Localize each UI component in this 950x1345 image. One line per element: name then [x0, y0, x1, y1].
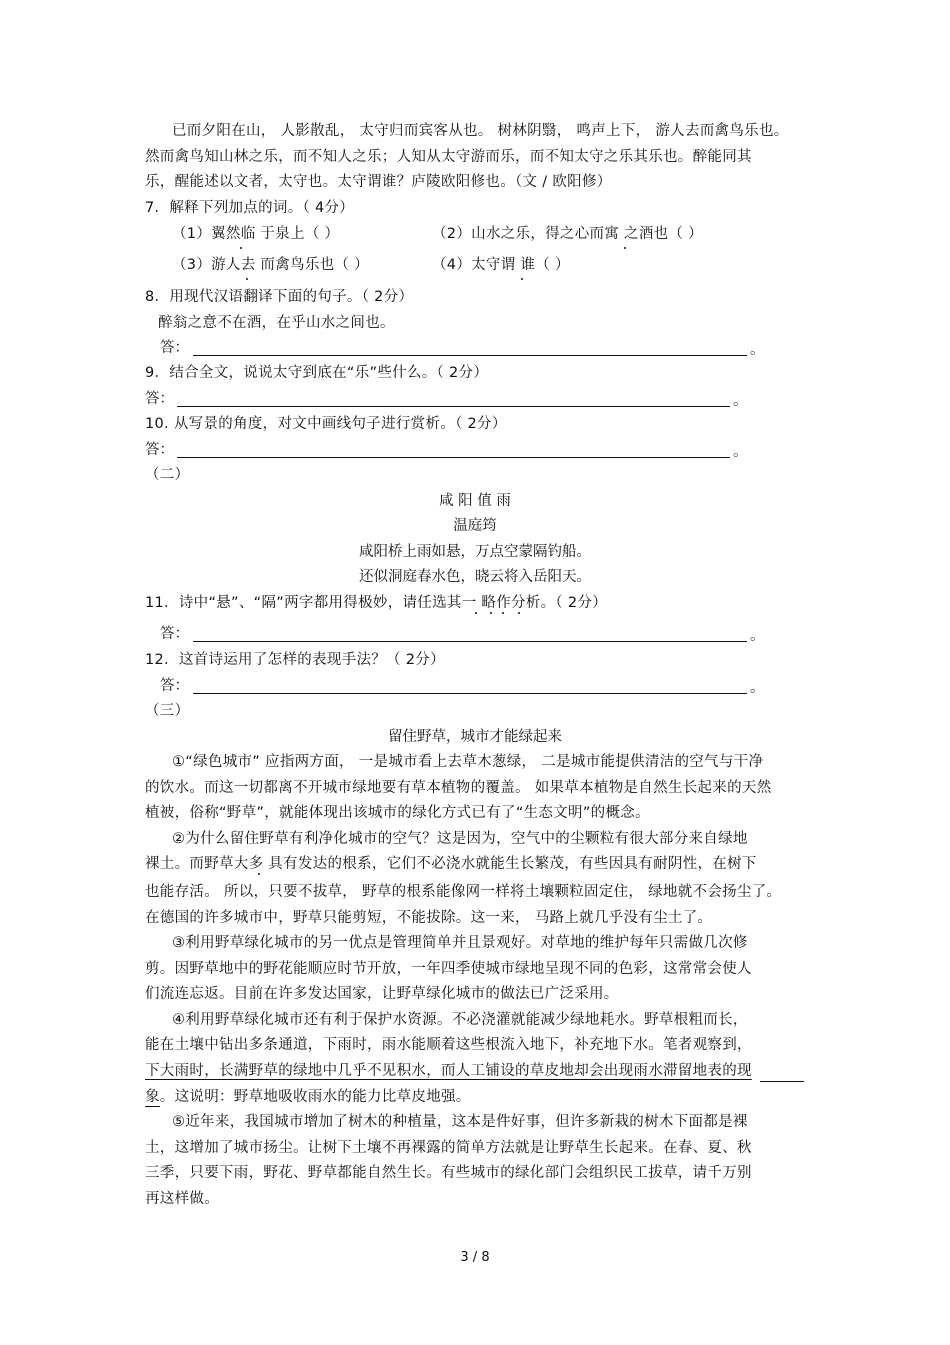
- poem-author: 温庭筠: [453, 518, 497, 534]
- q12-stem: 12．这首诗运用了怎样的表现手法？（ 2分）: [145, 652, 445, 668]
- emphasis-dot: [624, 247, 626, 249]
- q11-answer-label: 答：: [160, 626, 189, 642]
- q7-item-3: （3）游人去 而禽鸟乐也（ ）: [172, 257, 369, 273]
- poem-title: 咸 阳 值 雨: [439, 493, 511, 509]
- q10-answer-end: 。: [733, 444, 748, 460]
- emphasis-dot: [246, 278, 248, 280]
- q9-answer-label: 答：: [145, 391, 174, 407]
- q11-answer-end: 。: [750, 628, 765, 644]
- emphasis-dot: [475, 612, 477, 614]
- q8-stem: 8．用现代汉语翻译下面的句子。（ 2分）: [145, 289, 414, 305]
- q7-item-1: （1）翼然临 于泉上（ ）: [172, 226, 340, 242]
- emphasis-dot: [521, 278, 523, 280]
- emphasis-dot: [258, 873, 260, 875]
- underlined-sentence: 下大雨时，长满野草的绿地中几乎不见积水，而人工铺设的草皮地却会出现雨水滞留地表的现: [145, 1063, 752, 1079]
- article-line: 剪。因野草地中的野花能顺应时节开放，一年四季使城市绿地呈现不同的色彩，这常常会使人: [145, 961, 752, 977]
- article-line: 植被，俗称“野草”，就能体现出该城市的绿化方式已有了“生态文明”的概念。: [145, 805, 650, 821]
- q8-answer-end: 。: [750, 342, 765, 358]
- article-line: ③利用野草绿化城市的另一优点是管理简单并且景观好。对草地的维护每年只需做几次修: [172, 935, 748, 951]
- poem-line-2: 还似洞庭春水色，晓云将入岳阳天。: [359, 569, 591, 585]
- article-line: 在德国的许多城市中，野草只能剪短，不能拔除。这一来， 马路上就几乎没有尘土了。: [145, 910, 713, 926]
- q8-sentence: 醉翁之意不在酒，在乎山水之间也。: [158, 315, 395, 331]
- q12-answer-label: 答：: [160, 678, 189, 694]
- emphasis-dot: [502, 612, 504, 614]
- q7-item-4: （4）太守谓 谁（ ）: [432, 257, 570, 273]
- article-line: 三季，只要下雨，野花、野草都能自然生长。有些城市的绿化部门会组织民工拔草，请千万别: [145, 1165, 752, 1181]
- q8-answer-line[interactable]: [193, 355, 747, 356]
- emphasis-dot: [240, 247, 242, 249]
- passage1-line-3: 乐，醒能述以文者，太守也。太守谓谁？庐陵欧阳修也。（文 / 欧阳修）: [145, 174, 612, 190]
- q12-answer-end: 。: [750, 680, 765, 696]
- underline-extension: [760, 1081, 804, 1082]
- article-line: ⑤近年来，我国城市增加了树木的种植量，这本是件好事，但许多新栽的树木下面都是裸: [172, 1114, 748, 1130]
- article-line: ①“绿色城市” 应指两方面， 一是城市看上去草木葱绿， 二是城市能提供清洁的空气与干净: [172, 754, 764, 770]
- passage1-line-2: 然而禽鸟知山林之乐，而不知人之乐；人知从太守游而乐，而不知太守之乐其乐也。醉能同其: [145, 149, 752, 165]
- q11-answer-line[interactable]: [193, 641, 747, 642]
- q9-answer-line[interactable]: [177, 406, 730, 407]
- article-line: 土，这增加了城市扬尘。让树下土壤不再裸露的简单方法就是让野草生长起来。在春、夏、秋: [145, 1140, 752, 1156]
- q7-stem: 7．解释下列加点的词。（ 4分）: [145, 200, 355, 216]
- q9-answer-end: 。: [733, 393, 748, 409]
- underline-short: [145, 1106, 160, 1107]
- section2-label: （二）: [145, 467, 190, 483]
- q10-answer-label: 答：: [145, 442, 174, 458]
- q9-stem: 9．结合全文，说说太守到底在“乐”些什么。（ 2分）: [145, 365, 489, 381]
- passage1-line-1: 已而夕阳在山， 人影散乱， 太守归而宾客从也。 树林阴翳， 鸣声上下， 游人去而禽鸟乐也。: [172, 123, 789, 139]
- article-line: 再这样做。: [145, 1191, 219, 1207]
- page-number: 3 / 8: [460, 1250, 490, 1265]
- article-line: ④利用野草绿化城市还有利于保护水资源。不必浇灌就能减少绿地耗水。野草根粗而长，: [172, 1012, 748, 1028]
- q11-stem: 11．诗中“悬”、“隔”两字都用得极妙，请任选其一 略作分析。（ 2分）: [145, 595, 607, 611]
- q7-item-2: （2）山水之乐，得之心而寓 之酒也（ ）: [432, 226, 703, 242]
- article-line: 的饮水。而这一切都离不开城市绿地要有草本植物的覆盖。 如果草本植物是自然生长起来的天然: [145, 780, 772, 796]
- q10-stem: 10. 从写景的角度，对文中画线句子进行赏析。（ 2分）: [145, 416, 507, 432]
- article-title: 留住野草，城市才能绿起来: [388, 729, 562, 745]
- article-line: 能在土壤中钻出多条通道，下雨时，雨水能顺着这些根流入地下，补充地下水。笔者观察到，: [145, 1037, 752, 1053]
- q8-answer-label: 答：: [160, 340, 189, 356]
- article-line: ②为什么留住野草有利净化城市的空气？这是因为，空气中的尘颗粒有很大部分来自绿地: [172, 831, 748, 847]
- emphasis-dot: [490, 612, 492, 614]
- article-line: 裸土。而野草大多 具有发达的根系，它们不必浇水就能生长繁茂，有些因具有耐阴性，在树下: [145, 856, 757, 872]
- article-line: 们流连忘返。目前在许多发达国家，让野草绿化城市的做法已广泛采用。: [145, 986, 619, 1002]
- poem-line-1: 咸阳桥上雨如悬，万点空蒙隔钓船。: [359, 544, 591, 560]
- article-line: 象。这说明：野草地吸收雨水的能力比草皮地强。: [145, 1089, 471, 1105]
- article-line: 也能存活。 所以，只要不拔草， 野草的根系能像网一样将土壤颗粒固定住， 绿地就不会扬尘了。: [145, 884, 782, 900]
- q12-answer-line[interactable]: [193, 693, 747, 694]
- section3-label: （三）: [145, 703, 190, 719]
- emphasis-dot: [518, 612, 520, 614]
- q10-answer-line[interactable]: [177, 457, 730, 458]
